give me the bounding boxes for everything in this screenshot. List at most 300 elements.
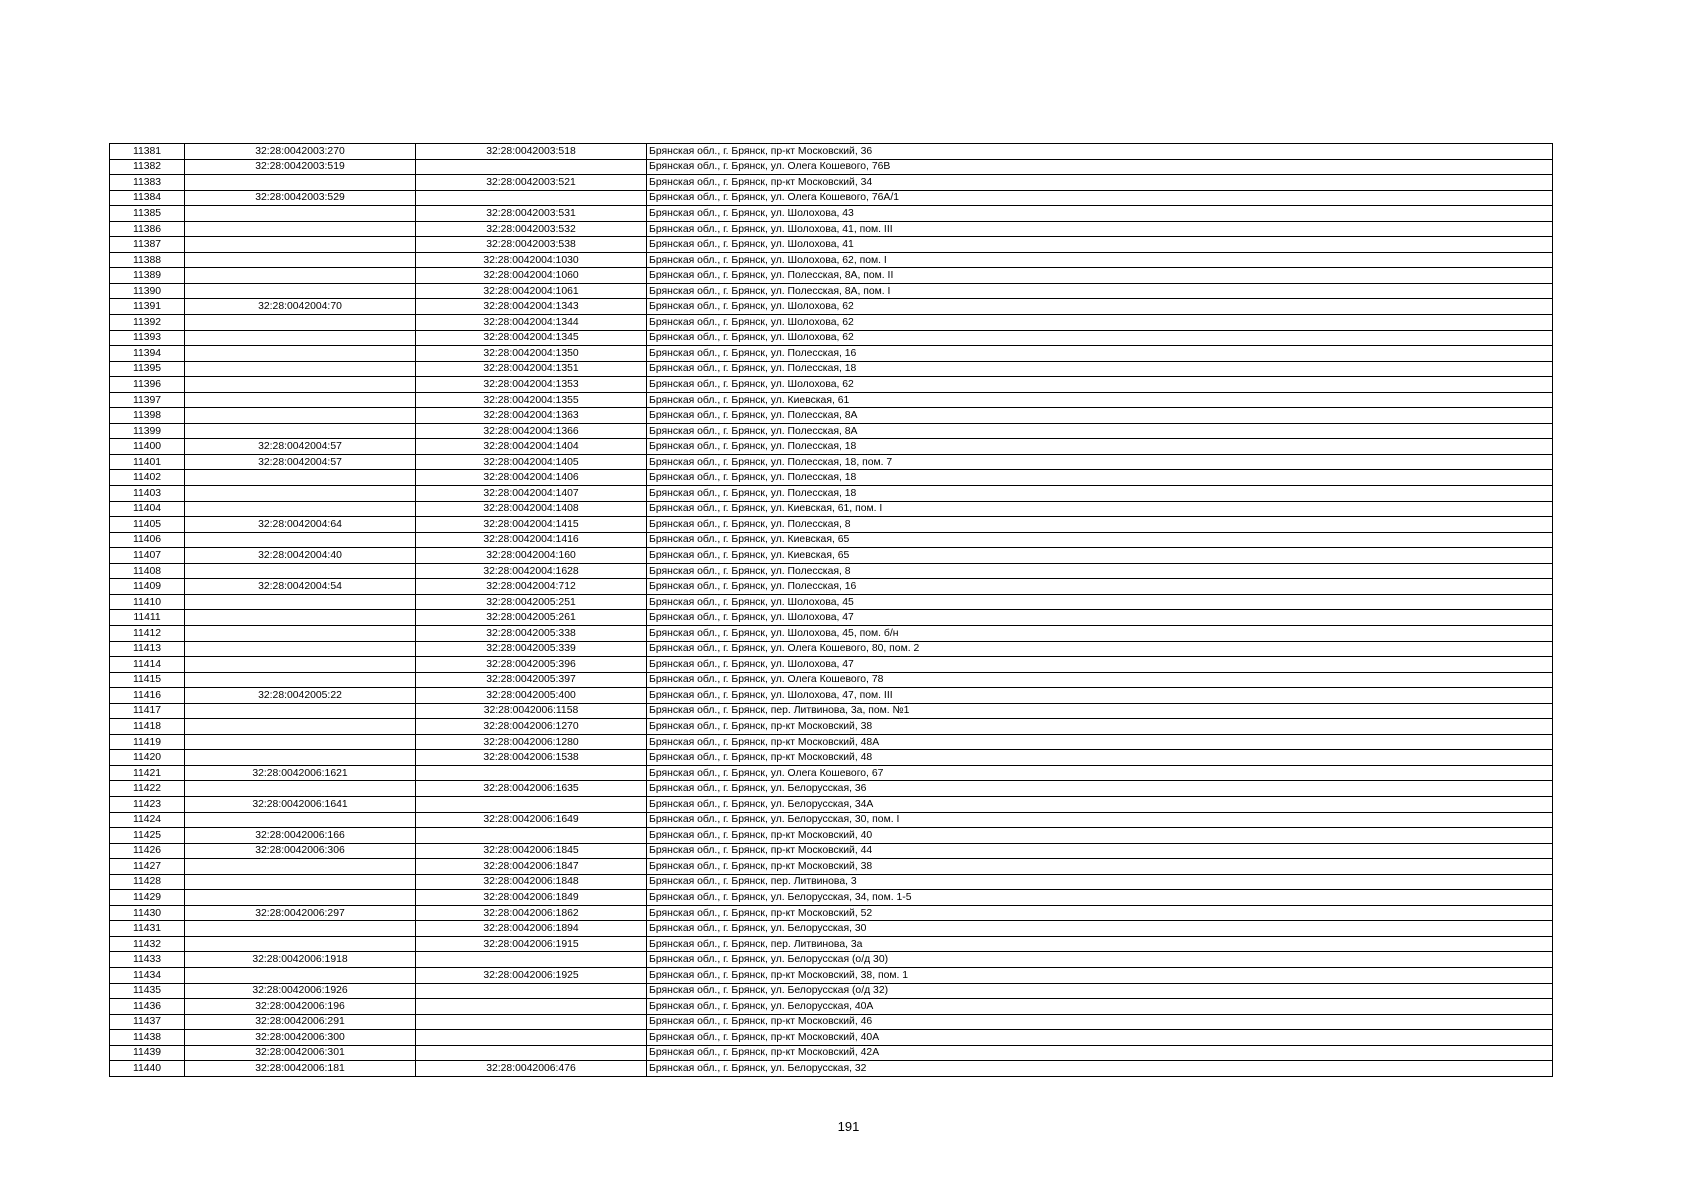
row-number-cell: 11431 [110,921,185,937]
address-cell: Брянская обл., г. Брянск, пер. Литвинова, 3а [647,936,1553,952]
address-cell: Брянская обл., г. Брянск, пр-кт Московский, 38 [647,859,1553,875]
table-row [110,563,1553,579]
table-row [110,268,1553,284]
cadastral-number-cell: 32:28:0042006:181 [185,1061,416,1077]
row-number-cell: 11405 [110,517,185,533]
table-row [110,610,1553,626]
row-number-cell: 11410 [110,594,185,610]
table-row [110,330,1553,346]
object-cadastral-number-cell: 32:28:0042004:1415 [416,517,647,533]
object-cadastral-number-cell: 32:28:0042006:1845 [416,843,647,859]
object-cadastral-number-cell: 32:28:0042006:1158 [416,703,647,719]
object-cadastral-number-cell [416,190,647,206]
address-cell: Брянская обл., г. Брянск, ул. Шолохова, 62 [647,330,1553,346]
cadastral-number-cell [185,221,416,237]
cadastral-number-cell: 32:28:0042003:519 [185,159,416,175]
address-cell: Брянская обл., г. Брянск, ул. Белорусская, 36 [647,781,1553,797]
table-row [110,283,1553,299]
object-cadastral-number-cell: 32:28:0042006:1270 [416,719,647,735]
row-number-cell: 11419 [110,734,185,750]
table-row [110,812,1553,828]
object-cadastral-number-cell: 32:28:0042005:338 [416,625,647,641]
object-cadastral-number-cell: 32:28:0042005:400 [416,688,647,704]
row-number-cell: 11392 [110,315,185,331]
address-cell: Брянская обл., г. Брянск, ул. Шолохова, 62 [647,377,1553,393]
address-cell: Брянская обл., г. Брянск, ул. Шолохова, 62 [647,299,1553,315]
address-cell: Брянская обл., г. Брянск, ул. Белорусская, 40А [647,999,1553,1015]
object-cadastral-number-cell: 32:28:0042003:538 [416,237,647,253]
table-row [110,594,1553,610]
cadastral-number-cell [185,470,416,486]
table-row [110,237,1553,253]
address-cell: Брянская обл., г. Брянск, ул. Полесская, 18 [647,361,1553,377]
address-cell: Брянская обл., г. Брянск, ул. Олега Кошевого, 76А/1 [647,190,1553,206]
address-cell: Брянская обл., г. Брянск, ул. Киевская, 65 [647,532,1553,548]
object-cadastral-number-cell: 32:28:0042006:1280 [416,734,647,750]
table-row [110,625,1553,641]
object-cadastral-number-cell: 32:28:0042004:1353 [416,377,647,393]
address-cell: Брянская обл., г. Брянск, пр-кт Московский, 40 [647,828,1553,844]
cadastral-number-cell: 32:28:0042006:1918 [185,952,416,968]
row-number-cell: 11395 [110,361,185,377]
row-number-cell: 11411 [110,610,185,626]
object-cadastral-number-cell: 32:28:0042004:1351 [416,361,647,377]
table-row [110,983,1553,999]
table-row [110,765,1553,781]
row-number-cell: 11416 [110,688,185,704]
row-number-cell: 11424 [110,812,185,828]
row-number-cell: 11414 [110,657,185,673]
table-row [110,454,1553,470]
row-number-cell: 11413 [110,641,185,657]
object-cadastral-number-cell: 32:28:0042006:1848 [416,874,647,890]
table-row [110,252,1553,268]
table-row [110,734,1553,750]
cadastral-number-cell [185,237,416,253]
address-cell: Брянская обл., г. Брянск, ул. Полесская, 8А [647,423,1553,439]
address-cell: Брянская обл., г. Брянск, ул. Полесская, 18, пом. 7 [647,454,1553,470]
cadastral-number-cell: 32:28:0042006:291 [185,1014,416,1030]
cadastral-number-cell [185,610,416,626]
table-row [110,190,1553,206]
object-cadastral-number-cell: 32:28:0042006:1894 [416,921,647,937]
address-cell: Брянская обл., г. Брянск, пр-кт Московский, 52 [647,905,1553,921]
address-cell: Брянская обл., г. Брянск, ул. Шолохова, 47, пом. III [647,688,1553,704]
address-cell: Брянская обл., г. Брянск, ул. Белорусская, 30, пом. I [647,812,1553,828]
object-cadastral-number-cell [416,765,647,781]
address-cell: Брянская обл., г. Брянск, ул. Шолохова, 41, пом. III [647,221,1553,237]
address-cell: Брянская обл., г. Брянск, ул. Полесская, 8А [647,408,1553,424]
table-row [110,688,1553,704]
object-cadastral-number-cell: 32:28:0042004:1355 [416,392,647,408]
cadastral-number-cell: 32:28:0042004:64 [185,517,416,533]
cadastral-number-cell: 32:28:0042004:54 [185,579,416,595]
object-cadastral-number-cell: 32:28:0042006:1538 [416,750,647,766]
row-number-cell: 11384 [110,190,185,206]
object-cadastral-number-cell [416,952,647,968]
address-cell: Брянская обл., г. Брянск, пр-кт Московский, 34 [647,175,1553,191]
address-cell: Брянская обл., г. Брянск, пр-кт Московский, 44 [647,843,1553,859]
cadastral-number-cell: 32:28:0042004:40 [185,548,416,564]
row-number-cell: 11412 [110,625,185,641]
row-number-cell: 11396 [110,377,185,393]
row-number-cell: 11423 [110,796,185,812]
address-cell: Брянская обл., г. Брянск, ул. Белорусская (о/д 32) [647,983,1553,999]
row-number-cell: 11435 [110,983,185,999]
row-number-cell: 11428 [110,874,185,890]
table-row [110,874,1553,890]
address-cell: Брянская обл., г. Брянск, ул. Шолохова, 45, пом. б/н [647,625,1553,641]
object-cadastral-number-cell: 32:28:0042003:531 [416,206,647,222]
row-number-cell: 11434 [110,967,185,983]
object-cadastral-number-cell: 32:28:0042004:1628 [416,563,647,579]
object-cadastral-number-cell: 32:28:0042004:712 [416,579,647,595]
address-cell: Брянская обл., г. Брянск, ул. Олега Кошевого, 76В [647,159,1553,175]
row-number-cell: 11425 [110,828,185,844]
cadastral-number-cell [185,268,416,284]
table-row [110,1045,1553,1061]
object-cadastral-number-cell: 32:28:0042004:1404 [416,439,647,455]
address-cell: Брянская обл., г. Брянск, ул. Шолохова, 45 [647,594,1553,610]
object-cadastral-number-cell: 32:28:0042006:1635 [416,781,647,797]
table-row [110,144,1553,160]
object-cadastral-number-cell: 32:28:0042005:339 [416,641,647,657]
table-row [110,408,1553,424]
object-cadastral-number-cell: 32:28:0042004:1406 [416,470,647,486]
cadastral-number-cell [185,563,416,579]
row-number-cell: 11397 [110,392,185,408]
table-row [110,781,1553,797]
cadastral-number-cell [185,719,416,735]
row-number-cell: 11427 [110,859,185,875]
table-row [110,470,1553,486]
table-row [110,439,1553,455]
object-cadastral-number-cell [416,999,647,1015]
cadastral-number-cell: 32:28:0042006:301 [185,1045,416,1061]
cadastral-number-cell [185,781,416,797]
row-number-cell: 11391 [110,299,185,315]
cadastral-number-cell [185,486,416,502]
object-cadastral-number-cell: 32:28:0042006:476 [416,1061,647,1077]
address-cell: Брянская обл., г. Брянск, ул. Шолохова, 47 [647,610,1553,626]
cadastral-number-cell: 32:28:0042006:196 [185,999,416,1015]
cadastral-number-cell: 32:28:0042006:1641 [185,796,416,812]
cadastral-number-cell: 32:28:0042004:57 [185,439,416,455]
object-cadastral-number-cell: 32:28:0042004:160 [416,548,647,564]
table-row [110,719,1553,735]
address-cell: Брянская обл., г. Брянск, ул. Киевская, 61, пом. I [647,501,1553,517]
object-cadastral-number-cell: 32:28:0042004:1363 [416,408,647,424]
object-cadastral-number-cell: 32:28:0042005:251 [416,594,647,610]
object-cadastral-number-cell: 32:28:0042003:521 [416,175,647,191]
address-cell: Брянская обл., г. Брянск, ул. Полесская, 18 [647,470,1553,486]
cadastral-number-cell [185,408,416,424]
table-row [110,361,1553,377]
cadastral-number-cell [185,206,416,222]
object-cadastral-number-cell: 32:28:0042004:1405 [416,454,647,470]
object-cadastral-number-cell [416,159,647,175]
table-row [110,641,1553,657]
address-cell: Брянская обл., г. Брянск, ул. Полесская, 18 [647,439,1553,455]
row-number-cell: 11408 [110,563,185,579]
object-cadastral-number-cell: 32:28:0042004:1366 [416,423,647,439]
object-cadastral-number-cell [416,796,647,812]
object-cadastral-number-cell: 32:28:0042006:1925 [416,967,647,983]
object-cadastral-number-cell [416,1030,647,1046]
row-number-cell: 11382 [110,159,185,175]
row-number-cell: 11438 [110,1030,185,1046]
cadastral-number-cell [185,890,416,906]
row-number-cell: 11383 [110,175,185,191]
cadastral-number-cell [185,625,416,641]
address-cell: Брянская обл., г. Брянск, ул. Полесская, 16 [647,579,1553,595]
row-number-cell: 11422 [110,781,185,797]
row-number-cell: 11440 [110,1061,185,1077]
row-number-cell: 11418 [110,719,185,735]
table-row [110,579,1553,595]
cadastral-number-cell: 32:28:0042006:300 [185,1030,416,1046]
row-number-cell: 11385 [110,206,185,222]
cadastral-number-cell: 32:28:0042006:166 [185,828,416,844]
address-cell: Брянская обл., г. Брянск, ул. Олега Кошевого, 80, пом. 2 [647,641,1553,657]
row-number-cell: 11388 [110,252,185,268]
address-cell: Брянская обл., г. Брянск, ул. Полесская, 8 [647,563,1553,579]
cadastral-number-cell [185,283,416,299]
object-cadastral-number-cell [416,983,647,999]
address-cell: Брянская обл., г. Брянск, ул. Белорусская, 32 [647,1061,1553,1077]
table-row [110,657,1553,673]
cadastral-number-cell: 32:28:0042006:297 [185,905,416,921]
object-cadastral-number-cell: 32:28:0042006:1915 [416,936,647,952]
row-number-cell: 11403 [110,486,185,502]
table-row [110,159,1553,175]
row-number-cell: 11415 [110,672,185,688]
cadastral-number-cell [185,330,416,346]
cadastral-number-cell: 32:28:0042005:22 [185,688,416,704]
row-number-cell: 11399 [110,423,185,439]
table-row [110,890,1553,906]
address-cell: Брянская обл., г. Брянск, пр-кт Московский, 38, пом. 1 [647,967,1553,983]
cadastral-number-cell [185,346,416,362]
row-number-cell: 11394 [110,346,185,362]
address-cell: Брянская обл., г. Брянск, пр-кт Московский, 42А [647,1045,1553,1061]
cadastral-number-cell [185,812,416,828]
address-cell: Брянская обл., г. Брянск, ул. Олега Кошевого, 67 [647,765,1553,781]
cadastral-number-cell [185,175,416,191]
row-number-cell: 11407 [110,548,185,564]
object-cadastral-number-cell: 32:28:0042003:532 [416,221,647,237]
cadastral-number-cell: 32:28:0042006:1926 [185,983,416,999]
table-row [110,859,1553,875]
cadastral-number-cell [185,859,416,875]
cadastral-number-cell [185,252,416,268]
address-cell: Брянская обл., г. Брянск, пр-кт Московский, 48 [647,750,1553,766]
address-cell: Брянская обл., г. Брянск, ул. Киевская, 61 [647,392,1553,408]
object-cadastral-number-cell: 32:28:0042004:1061 [416,283,647,299]
table-row [110,206,1553,222]
object-cadastral-number-cell: 32:28:0042005:397 [416,672,647,688]
table-row [110,299,1553,315]
cadastral-number-cell [185,315,416,331]
address-cell: Брянская обл., г. Брянск, ул. Белорусская, 30 [647,921,1553,937]
table-row [110,828,1553,844]
cadastral-number-cell [185,594,416,610]
object-cadastral-number-cell: 32:28:0042006:1849 [416,890,647,906]
cadastral-number-cell [185,936,416,952]
table-row [110,1014,1553,1030]
cadastral-number-cell [185,641,416,657]
object-cadastral-number-cell: 32:28:0042004:1345 [416,330,647,346]
object-cadastral-number-cell: 32:28:0042004:1407 [416,486,647,502]
row-number-cell: 11390 [110,283,185,299]
table-row [110,175,1553,191]
cadastral-number-cell [185,392,416,408]
row-number-cell: 11437 [110,1014,185,1030]
table-row [110,346,1553,362]
table-row [110,486,1553,502]
object-cadastral-number-cell: 32:28:0042004:1416 [416,532,647,548]
table-row [110,967,1553,983]
row-number-cell: 11387 [110,237,185,253]
cadastral-number-cell [185,377,416,393]
address-cell: Брянская обл., г. Брянск, ул. Шолохова, 43 [647,206,1553,222]
address-cell: Брянская обл., г. Брянск, пр-кт Московский, 38 [647,719,1553,735]
row-number-cell: 11432 [110,936,185,952]
row-number-cell: 11417 [110,703,185,719]
row-number-cell: 11421 [110,765,185,781]
row-number-cell: 11439 [110,1045,185,1061]
cadastral-number-cell: 32:28:0042004:70 [185,299,416,315]
address-cell: Брянская обл., г. Брянск, ул. Белорусская (о/д 30) [647,952,1553,968]
address-cell: Брянская обл., г. Брянск, пер. Литвинова, 3а, пом. №1 [647,703,1553,719]
cadastral-number-cell [185,672,416,688]
address-cell: Брянская обл., г. Брянск, ул. Белорусская, 34А [647,796,1553,812]
object-cadastral-number-cell: 32:28:0042004:1344 [416,315,647,331]
address-cell: Брянская обл., г. Брянск, ул. Шолохова, 62 [647,315,1553,331]
cadastral-number-cell [185,967,416,983]
table-row [110,796,1553,812]
cadastral-number-cell: 32:28:0042006:1621 [185,765,416,781]
row-number-cell: 11401 [110,454,185,470]
cadastral-number-cell: 32:28:0042003:529 [185,190,416,206]
table-row [110,501,1553,517]
object-cadastral-number-cell: 32:28:0042004:1030 [416,252,647,268]
registry-table-body [110,144,1553,1077]
object-cadastral-number-cell [416,828,647,844]
cadastral-number-cell: 32:28:0042004:57 [185,454,416,470]
address-cell: Брянская обл., г. Брянск, пер. Литвинова, 3 [647,874,1553,890]
table-row [110,905,1553,921]
address-cell: Брянская обл., г. Брянск, ул. Киевская, 65 [647,548,1553,564]
row-number-cell: 11420 [110,750,185,766]
table-row [110,315,1553,331]
row-number-cell: 11386 [110,221,185,237]
table-row [110,1061,1553,1077]
row-number-cell: 11389 [110,268,185,284]
row-number-cell: 11381 [110,144,185,160]
cadastral-number-cell [185,921,416,937]
row-number-cell: 11430 [110,905,185,921]
row-number-cell: 11433 [110,952,185,968]
row-number-cell: 11398 [110,408,185,424]
table-row [110,532,1553,548]
registry-table [109,143,1553,1077]
address-cell: Брянская обл., г. Брянск, ул. Шолохова, 62, пом. I [647,252,1553,268]
table-row [110,843,1553,859]
address-cell: Брянская обл., г. Брянск, ул. Полесская, 18 [647,486,1553,502]
cadastral-number-cell [185,361,416,377]
table-row [110,750,1553,766]
address-cell: Брянская обл., г. Брянск, ул. Полесская, 8 [647,517,1553,533]
table-row [110,548,1553,564]
table-row [110,517,1553,533]
object-cadastral-number-cell: 32:28:0042006:1649 [416,812,647,828]
cadastral-number-cell [185,657,416,673]
object-cadastral-number-cell [416,1045,647,1061]
address-cell: Брянская обл., г. Брянск, пр-кт Московский, 36 [647,144,1553,160]
table-row [110,952,1553,968]
row-number-cell: 11426 [110,843,185,859]
object-cadastral-number-cell: 32:28:0042004:1350 [416,346,647,362]
cadastral-number-cell [185,703,416,719]
cadastral-number-cell [185,501,416,517]
object-cadastral-number-cell: 32:28:0042006:1847 [416,859,647,875]
object-cadastral-number-cell: 32:28:0042005:261 [416,610,647,626]
row-number-cell: 11409 [110,579,185,595]
address-cell: Брянская обл., г. Брянск, пр-кт Московский, 48А [647,734,1553,750]
object-cadastral-number-cell [416,1014,647,1030]
table-row [110,423,1553,439]
table-row [110,936,1553,952]
cadastral-number-cell: 32:28:0042003:270 [185,144,416,160]
cadastral-number-cell [185,750,416,766]
table-row [110,921,1553,937]
table-row [110,703,1553,719]
address-cell: Брянская обл., г. Брянск, ул. Полесская, 16 [647,346,1553,362]
page-number: 191 [837,1119,860,1134]
cadastral-number-cell [185,423,416,439]
table-row [110,377,1553,393]
address-cell: Брянская обл., г. Брянск, пр-кт Московский, 46 [647,1014,1553,1030]
object-cadastral-number-cell: 32:28:0042004:1408 [416,501,647,517]
row-number-cell: 11400 [110,439,185,455]
cadastral-number-cell [185,532,416,548]
table-row [110,1030,1553,1046]
object-cadastral-number-cell: 32:28:0042006:1862 [416,905,647,921]
table-row [110,999,1553,1015]
address-cell: Брянская обл., г. Брянск, ул. Шолохова, 41 [647,237,1553,253]
cadastral-number-cell [185,874,416,890]
address-cell: Брянская обл., г. Брянск, ул. Олега Кошевого, 78 [647,672,1553,688]
row-number-cell: 11402 [110,470,185,486]
row-number-cell: 11406 [110,532,185,548]
address-cell: Брянская обл., г. Брянск, ул. Шолохова, 47 [647,657,1553,673]
object-cadastral-number-cell: 32:28:0042003:518 [416,144,647,160]
row-number-cell: 11393 [110,330,185,346]
object-cadastral-number-cell: 32:28:0042004:1343 [416,299,647,315]
object-cadastral-number-cell: 32:28:0042005:396 [416,657,647,673]
table-row [110,392,1553,408]
row-number-cell: 11436 [110,999,185,1015]
table-row [110,221,1553,237]
address-cell: Брянская обл., г. Брянск, ул. Белорусская, 34, пом. 1-5 [647,890,1553,906]
address-cell: Брянская обл., г. Брянск, ул. Полесская, 8А, пом. II [647,268,1553,284]
cadastral-number-cell: 32:28:0042006:306 [185,843,416,859]
object-cadastral-number-cell: 32:28:0042004:1060 [416,268,647,284]
address-cell: Брянская обл., г. Брянск, пр-кт Московский, 40А [647,1030,1553,1046]
table-row [110,672,1553,688]
row-number-cell: 11404 [110,501,185,517]
